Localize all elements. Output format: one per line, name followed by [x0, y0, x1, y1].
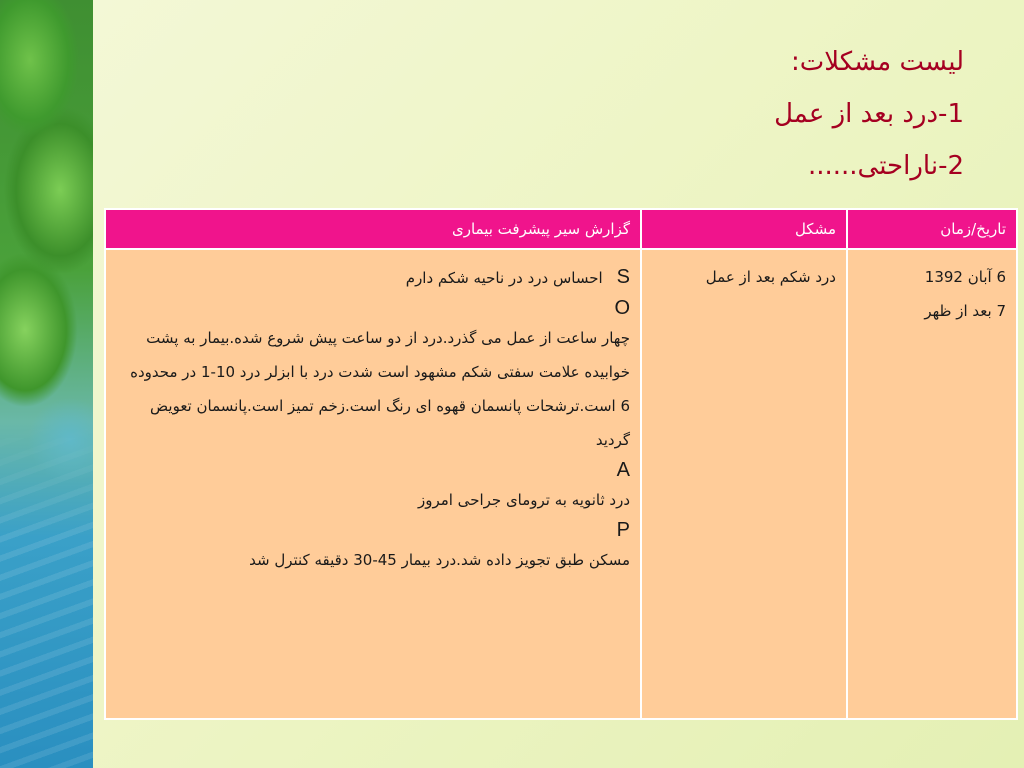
problem-item-2: 2-ناراحتی...... — [807, 151, 964, 181]
cell-problem: درد شکم بعد از عمل — [641, 249, 847, 719]
progress-report-table — [104, 208, 1018, 720]
cell-date-time — [847, 249, 1017, 719]
problem-list-heading: لیست مشکلات: — [791, 47, 964, 77]
date-value: 6 آبان 1392 — [924, 268, 1006, 286]
header-progress-report: گزارش سیر پیشرفت بیماری — [105, 209, 641, 249]
soap-s-text: احساس درد در ناحیه شکم دارم — [405, 269, 603, 287]
soap-p-label: P — [616, 519, 630, 541]
decorative-leaf-water-strip — [0, 0, 93, 768]
header-date-time: تاریخ/زمان — [847, 209, 1017, 249]
soap-a-text: درد ثانویه به ترومای جراحی امروز — [417, 491, 630, 509]
soap-o-label: O — [614, 297, 630, 319]
problem-item-1: 1-درد بعد از عمل — [774, 99, 964, 129]
problem-list-titles — [774, 36, 964, 192]
soap-subjective — [116, 260, 630, 295]
header-problem: مشکل — [641, 209, 847, 249]
table-row — [105, 249, 1017, 719]
soap-o-text: چهار ساعت از عمل می گذرد.درد از دو ساعت پیش شروع شده.بیمار به پشت خوابیده علامت سفتی شکم مشهود است شدت درد با ابزلر درد 10-1 در محدوده 6 است.ترشحات پانسمان قهوه ای رنگ است.زخم تمیز است.پانسمان تعویض گردید — [130, 329, 630, 449]
soap-s-label: S — [616, 266, 630, 288]
soap-p-text: مسکن طبق تجویز داده شد.درد بیمار 45-30 دقیقه کنترل شد — [249, 551, 630, 569]
time-value: 7 بعد از ظهر — [924, 302, 1006, 320]
soap-a-label: A — [616, 459, 630, 481]
cell-progress-report — [105, 249, 641, 719]
table-header-row — [105, 209, 1017, 249]
